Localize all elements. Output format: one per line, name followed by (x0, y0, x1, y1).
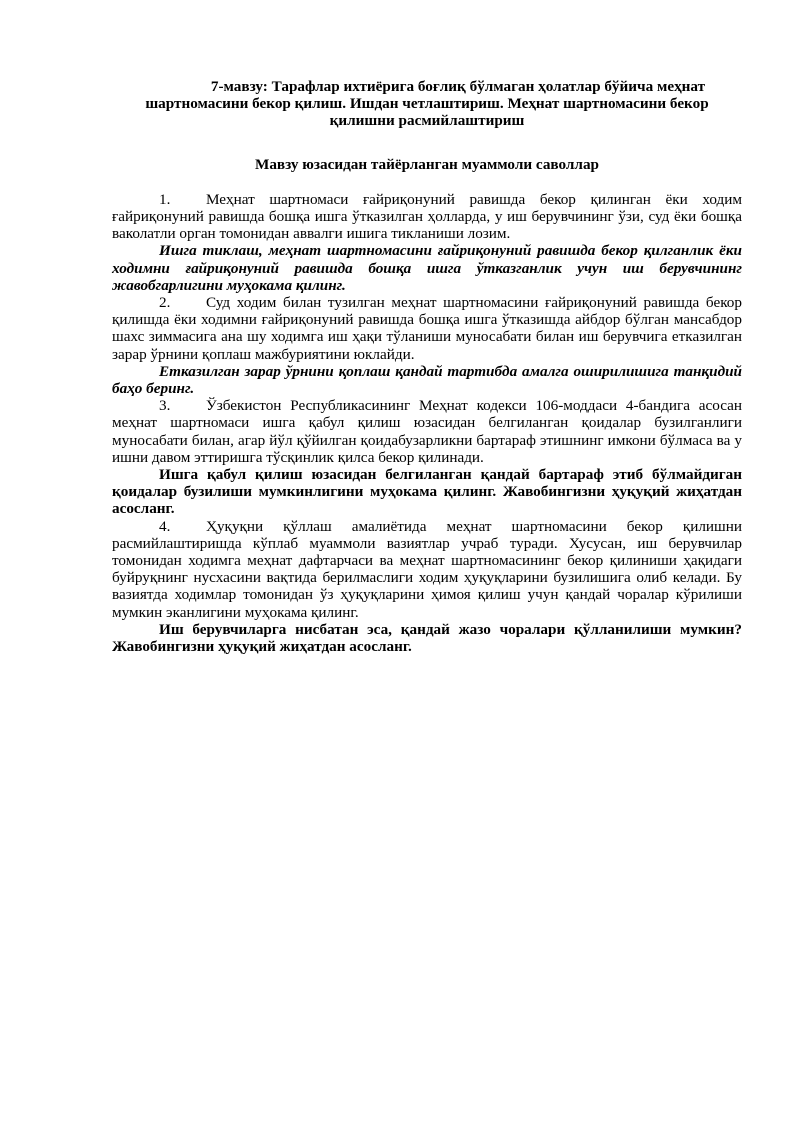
question-number: 4. (159, 517, 171, 535)
document-subtitle: Мавзу юзасидан тайёрланган муаммоли саволлар (254, 155, 599, 173)
question-item (112, 397, 742, 517)
question-task: Иш берувчиларга нисбатан эса, қандай жазо чоралари қўлланилиши мумкин? Жавобингизни ҳуқуқий жиҳатдан асосланг. (112, 620, 742, 656)
document-page (112, 78, 742, 655)
question-number: 1. (159, 190, 171, 208)
question-task: Етказилган зарар ўрнини қоплаш қандай тартибда амалга оширилишига танқидий баҳо беринг. (112, 362, 742, 398)
question-item (112, 191, 742, 294)
question-item (112, 518, 742, 656)
question-item (112, 294, 742, 397)
question-text: Ўзбекистон Республикасининг Меҳнат кодекси 106-моддаси 4-бандига асосан меҳнат шартномаси ишга қабул қилиш юзасидан белгиланган қоидалар бузилганлиги муносабати билан, агар йўл қўйилган қоидабузарликни бартараф этишнинг имкони бўлмаса ва у ишни давом эттиришга тўсқинлик қилса бекор қилинади. (112, 397, 742, 466)
question-task: Ишга қабул қилиш юзасидан белгиланган қандай бартараф этиб бўлмайдиган қоидалар бузилиши мумкинлигини муҳокама қилинг. Жавобингизни ҳуқуқий жиҳатдан асосланг. (112, 466, 742, 518)
document-title: 7-мавзу: Тарафлар ихтиёрига боғлиқ бўлмаган ҳолатлар бўйича меҳнат шартномасини бекор қилиш. Ишдан четлаштириш. Меҳнат шартномасини бекор қилишни расмийлаштириш (145, 78, 709, 130)
questions-list (112, 191, 742, 655)
question-text: Меҳнат шартномаси ғайриқонуний равишда бекор қилинган ёки ходим ғайриқонуний равишда бошқа ишга ўтказилган ҳолларда, у иш берувчининг ўзи, суд ёки бошқа ваколатли орган томонидан аввалги ишига тикланиши лозим. (112, 190, 742, 243)
question-task: Ишга тиклаш, меҳнат шартномасини ғайриқонуний равишда бекор қилганлик ёки ходимни ғайриқонуний равишда бошқа ишга ўтказганлик учун иш берувчининг жавобгарлигини муҳокама қилинг. (112, 242, 742, 294)
question-number: 2. (159, 294, 171, 312)
question-text: Суд ходим билан тузилган меҳнат шартномасини ғайриқонуний равишда бекор қилишда ёки ходимни ғайриқонуний равишда бошқа ишга ўтказишда айбдор бўлган мансабдор шахс зиммасига ана шу ходимга иш ҳақи тўланиши муносабати билан иш берувчига етказилган зарар ўрнини қоплаш мажбуриятини юклайди. (112, 294, 742, 363)
question-number: 3. (159, 397, 171, 415)
question-text: Ҳуқуқни қўллаш амалиётида меҳнат шартномасини бекор қилишни расмийлаштиришда кўплаб муаммоли вазиятлар учраб туради. Хусусан, иш берувчилар томонидан ходимга меҳнат дафтарчаси ва меҳнат шартномасининг бекор қилиниши ҳақидаги буйруқнинг нусхасини вақтида берилмаслиги ходим ҳуқуқларини бузилишига олиб келади. Бу вазиятда ходимлар томонидан ўз ҳуқуқларини ҳимоя қилиш учун қандай чоралар кўрилиши мумкин эканлигини муҳокама қилинг. (112, 517, 742, 621)
